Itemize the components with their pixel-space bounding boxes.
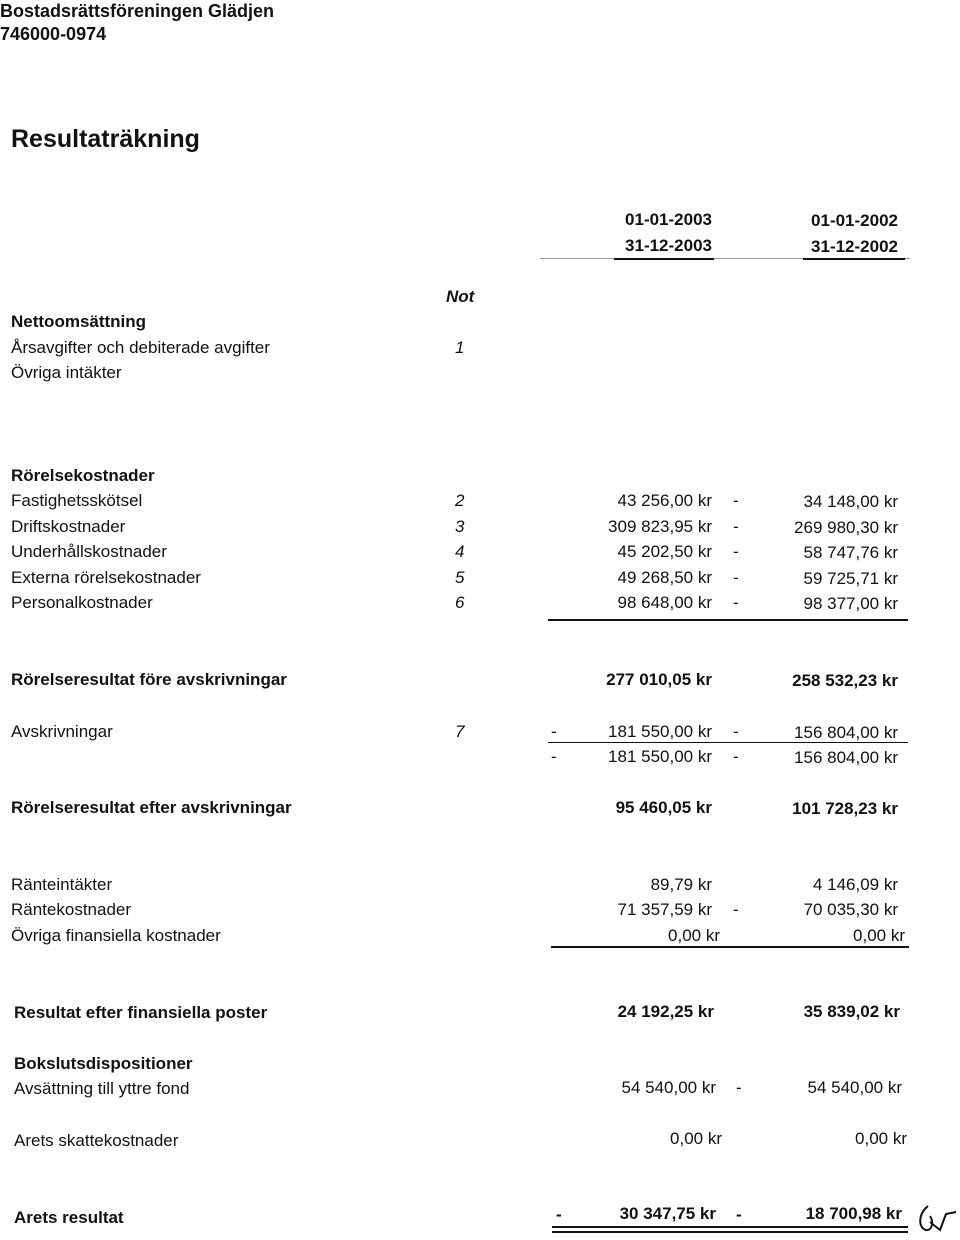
sum-rule [551,946,909,948]
row-current: 45 202,50 kr [617,542,712,561]
sum-rule [548,742,908,743]
double-rule-bottom [552,1231,908,1233]
section-heading-nettoomsattning: Nettoomsättning [11,312,147,331]
subtotal-previous: 258 532,23 kr [792,671,898,690]
minus-sign: - [736,1078,742,1097]
row-label: Underhållskostnader [11,542,167,561]
row-previous: 54 540,00 kr [807,1078,902,1097]
period-previous-from: 01-01-2002 [811,211,898,230]
result-previous: 18 700,98 kr [805,1204,902,1223]
row-previous: 269 980,30 kr [794,518,898,537]
row-label: Övriga finansiella kostnader [11,926,221,945]
section-heading-rorelsekostnader: Rörelsekostnader [11,466,155,485]
period-current-from: 01-01-2003 [625,210,712,229]
minus-sign: - [733,722,739,741]
row-current: 49 268,50 kr [617,568,712,587]
signature-mark [914,1200,958,1236]
subtotal-previous: 35 839,02 kr [803,1002,900,1021]
subtotal-label: Rörelseresultat efter avskrivningar [11,798,292,817]
minus-sign: - [733,517,739,536]
row-current: 181 550,00 kr [608,747,712,766]
period-current-to: 31-12-2003 [625,236,712,255]
row-previous: 0,00 kr [853,926,905,945]
row-label: Fastighetsskötsel [11,491,143,510]
minus-sign: - [733,542,739,561]
org-number: 746000-0974 [0,24,107,44]
section-heading-bokslut: Bokslutsdispositioner [14,1054,193,1073]
row-previous: 58 747,76 kr [803,543,898,562]
header-underline-previous [803,258,905,260]
row-note: 1 [455,338,465,357]
result-current: 30 347,75 kr [619,1204,716,1223]
row-previous: 70 035,30 kr [803,900,898,919]
minus-sign: - [736,1205,742,1224]
not-column-header: Not [446,287,475,306]
subtotal-label: Resultat efter finansiella poster [14,1003,268,1022]
minus-sign: - [733,593,739,612]
row-note: 6 [455,593,465,612]
row-current: 0,00 kr [670,1129,722,1148]
row-note: 7 [455,722,465,741]
row-note: 4 [455,542,465,561]
row-current: 309 823,95 kr [608,517,712,536]
minus-sign: - [733,568,739,587]
period-previous-to: 31-12-2002 [811,237,898,256]
row-note: 2 [455,491,465,510]
row-note: 3 [455,517,465,536]
minus-sign: - [551,747,557,766]
row-current: 181 550,00 kr [608,722,712,741]
row-previous: 98 377,00 kr [803,594,898,613]
row-current: 89,79 kr [650,875,712,894]
row-previous: 4 146,09 kr [812,875,898,894]
row-note: 5 [455,568,465,587]
subtotal-label: Rörelseresultat före avskrivningar [11,670,287,689]
row-label: Arets skattekostnader [14,1131,179,1150]
sum-rule [548,619,908,621]
row-current: 0,00 kr [668,926,720,945]
subtotal-previous: 101 728,23 kr [792,799,898,818]
row-label: Avsättning till yttre fond [14,1079,190,1098]
row-label: Övriga intäkter [11,363,122,382]
header-underline-current [614,258,714,260]
subtotal-current: 24 192,25 kr [617,1002,714,1021]
row-current: 54 540,00 kr [621,1078,716,1097]
minus-sign: - [551,722,557,741]
row-current: 71 357,59 kr [617,900,712,919]
row-current: 98 648,00 kr [617,593,712,612]
row-label: Personalkostnader [11,593,153,612]
row-label: Avskrivningar [11,722,113,741]
subtotal-current: 95 460,05 kr [615,798,712,817]
subtotal-current: 277 010,05 kr [606,670,712,689]
row-label: Externa rörelsekostnader [11,568,201,587]
row-label: Driftskostnader [11,517,126,536]
row-previous: 156 804,00 kr [794,723,898,742]
page-title: Resultaträkning [11,125,200,153]
row-label: Ränteintäkter [11,875,113,894]
row-label: Årsavgifter och debiterade avgifter [11,338,270,357]
minus-sign: - [556,1205,562,1224]
minus-sign: - [733,747,739,766]
org-name: Bostadsrättsföreningen Glädjen [0,1,275,21]
result-label: Arets resultat [14,1208,124,1227]
row-previous: 0,00 kr [855,1129,907,1148]
row-previous: 156 804,00 kr [794,748,898,767]
row-previous: 34 148,00 kr [803,492,898,511]
row-label: Räntekostnader [11,900,132,919]
minus-sign: - [733,491,739,510]
minus-sign: - [733,900,739,919]
double-rule-top [552,1226,908,1228]
row-previous: 59 725,71 kr [803,569,898,588]
row-current: 43 256,00 kr [617,491,712,510]
